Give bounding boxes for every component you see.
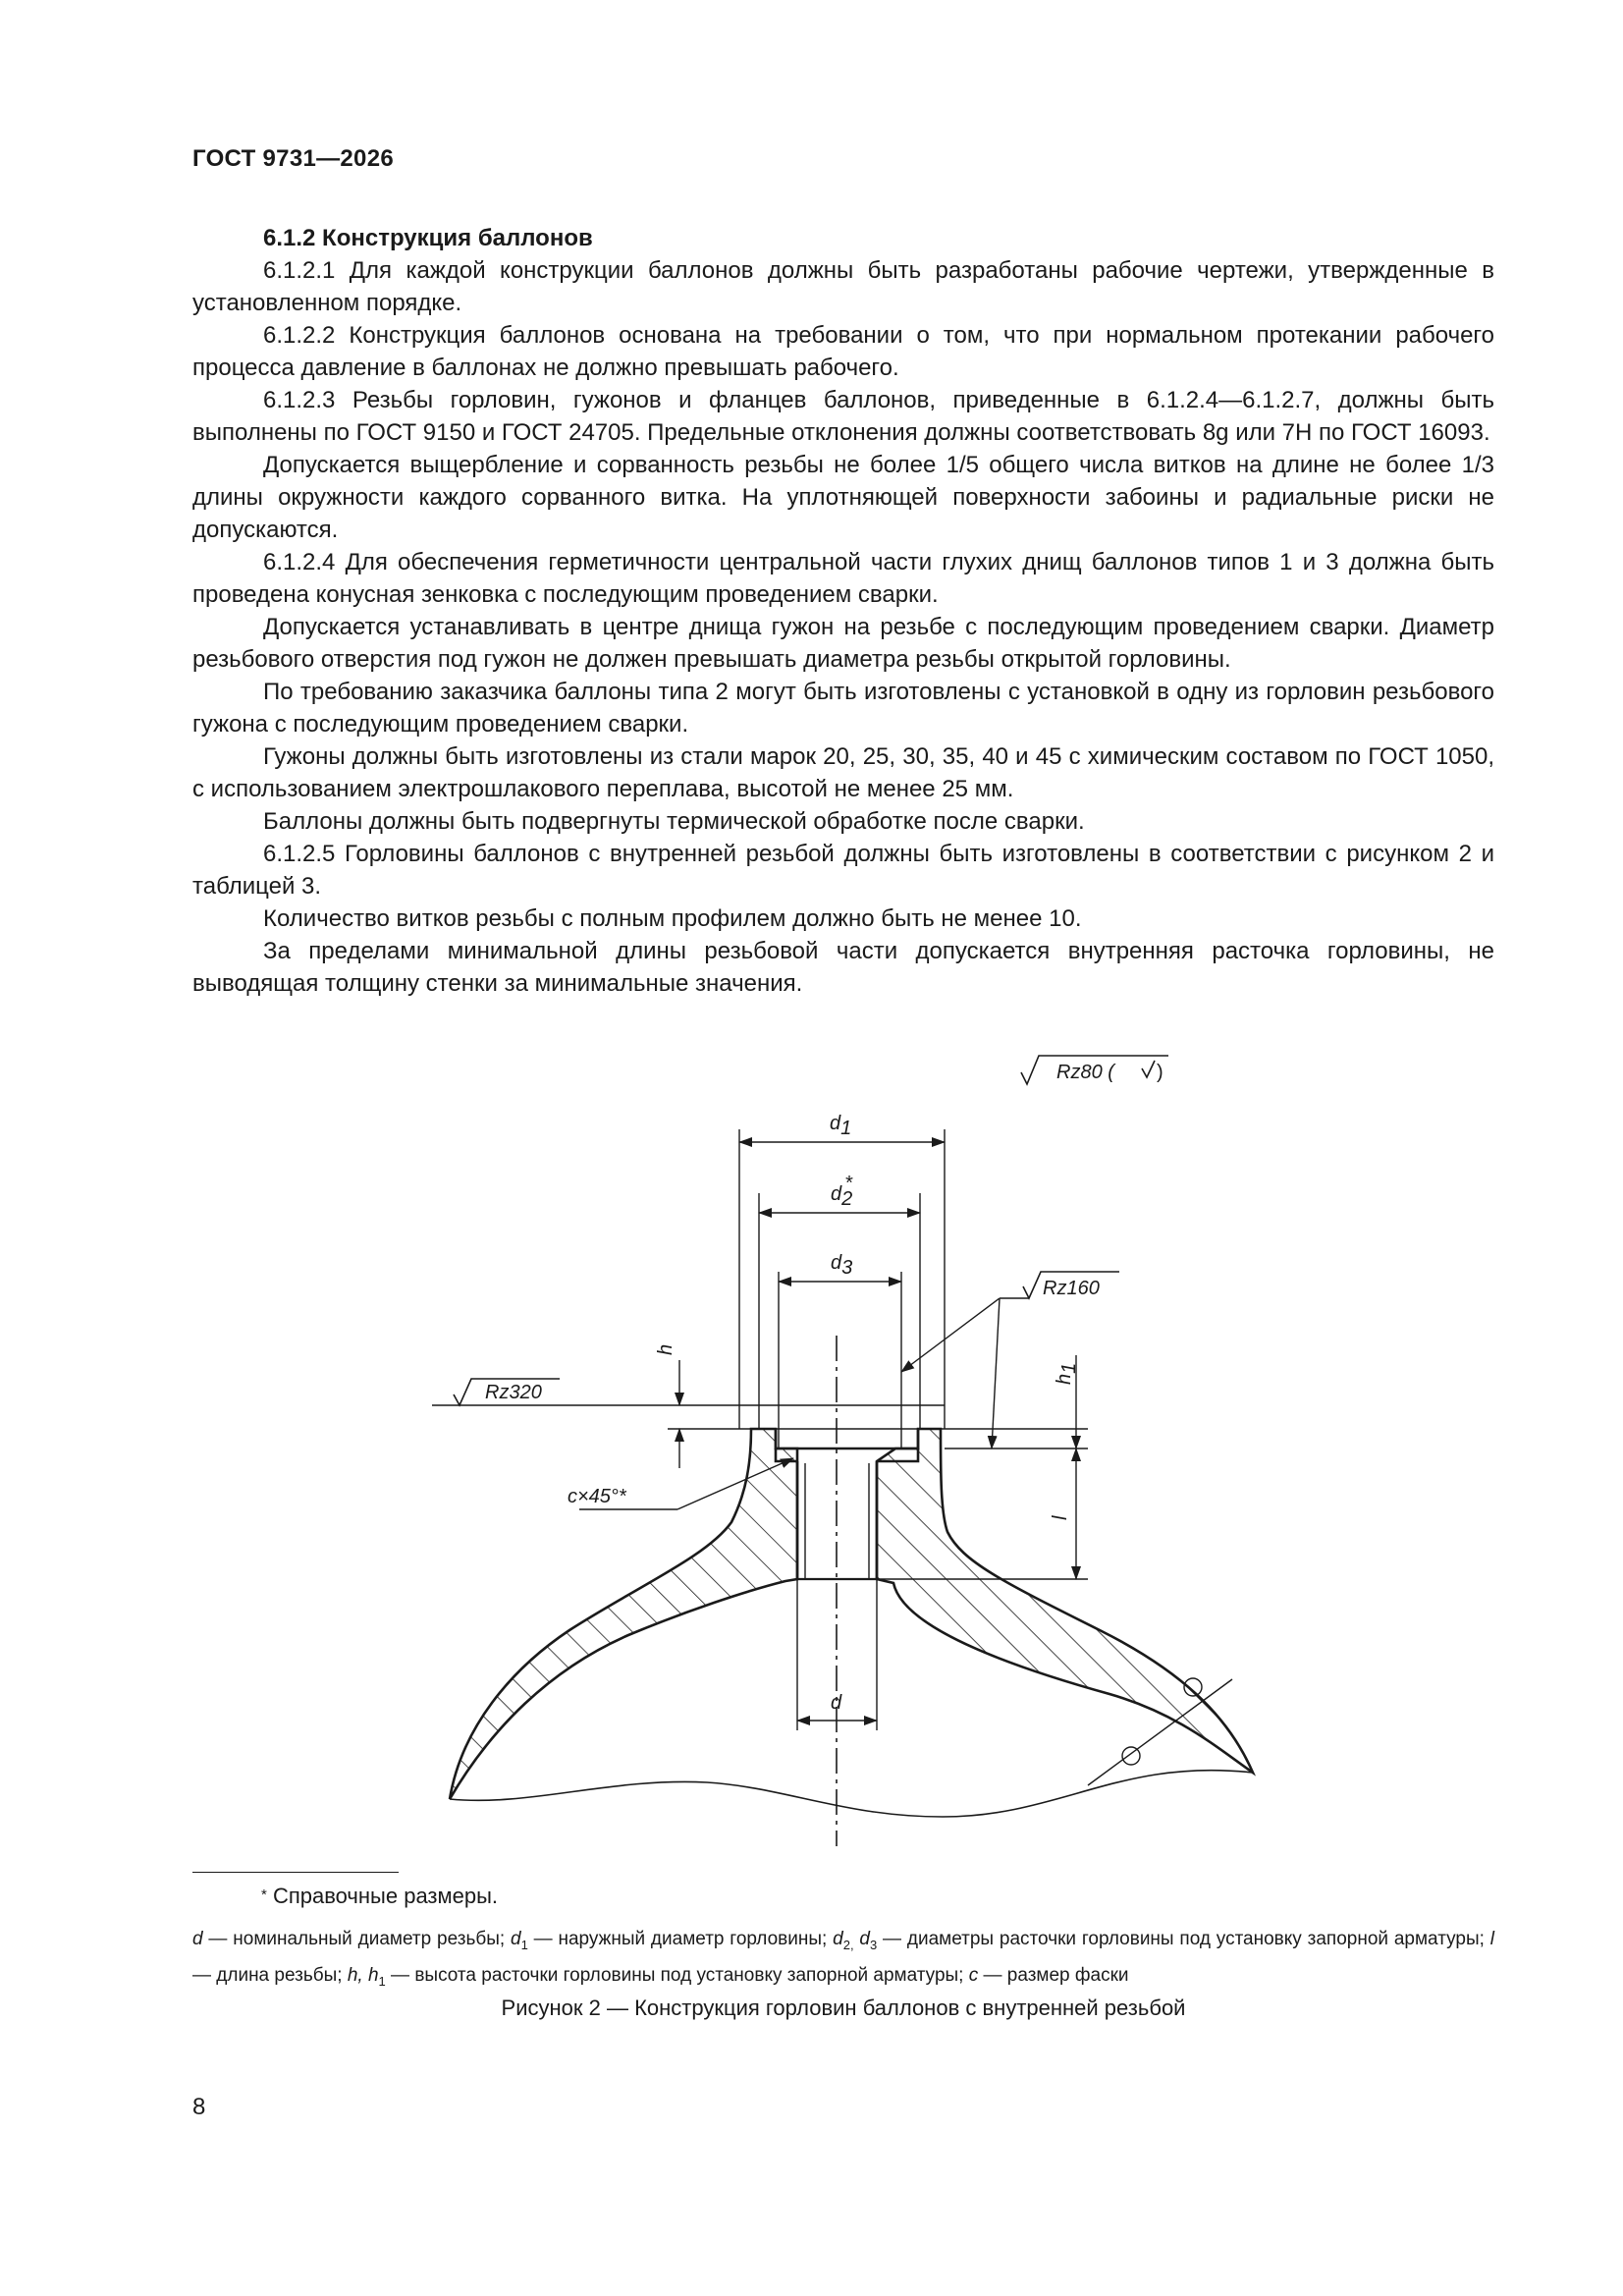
paragraph: Баллоны должны быть подвергнуты термической обработке после сварки. xyxy=(263,808,1085,835)
roughness-top-label: Rz160 xyxy=(1043,1278,1100,1299)
right-wall-section xyxy=(877,1429,1253,1773)
roughness-left-label: Rz320 xyxy=(485,1382,542,1403)
body-text xyxy=(192,222,1494,1000)
label-h1: h1 xyxy=(1054,1362,1080,1385)
footnote-rule xyxy=(192,1872,399,1873)
label-d3: d3 xyxy=(831,1252,853,1279)
break-line xyxy=(450,1771,1253,1817)
label-d1: d1 xyxy=(830,1113,852,1139)
paragraph: Гужоны должны быть изготовлены из стали марок 20, 25, 30, 35, 40 и 45 с химическим составом по ГОСТ 1050, с использованием электрошлакового переплава, высотой не менее 25 мм. xyxy=(192,743,1494,802)
paragraph: 6.1.2.4 Для обеспечения герметичности центральной части глухих днищ баллонов типов 1 и 3 должна быть проведена конусная зенковка с последующим проведением сварки. xyxy=(192,549,1494,608)
roughness-check-icon xyxy=(1142,1061,1155,1077)
paragraph: 6.1.2.3 Резьбы горловин, гужонов и фланцев баллонов, приведенные в 6.1.2.4—6.1.2.7, должны быть выполнены по ГОСТ 9150 и ГОСТ 24705. Предельные отклонения должны соответствовать 8g или 7H по ГОСТ 16093. xyxy=(192,387,1494,446)
document-header: ГОСТ 9731—2026 xyxy=(192,145,395,172)
svg-text:): ) xyxy=(1157,1062,1163,1083)
label-h: h xyxy=(655,1343,676,1355)
figure-caption: Рисунок 2 — Конструкция горловин баллонов с внутренней резьбой xyxy=(501,1995,1186,2020)
paragraph: 6.1.2.5 Горловины баллонов с внутренней резьбой должны быть изготовлены в соответствии с рисунком 2 и таблицей 3. xyxy=(192,841,1494,900)
left-wall-section xyxy=(450,1429,797,1799)
label-chamfer: c×45°* xyxy=(568,1486,626,1507)
paragraph: За пределами минимальной длины резьбовой части допускается внутренняя расточка горловины, не выводящая толщину стенки за минимальные значения. xyxy=(192,938,1494,997)
paragraph: 6.1.2.1 Для каждой конструкции баллонов должны быть разработаны рабочие чертежи, утвержденные в установленном порядке. xyxy=(192,257,1494,316)
paragraph: Допускается выщербление и сорванность резьбы не более 1/5 общего числа витков на длине не более 1/3 длины окружности каждого сорванного витка. На уплотняющей поверхности забоины и радиальные риски не допускаются. xyxy=(192,452,1494,543)
paragraph: Количество витков резьбы с полным профилем должно быть не менее 10. xyxy=(263,905,1082,932)
bore-outline xyxy=(776,1429,918,1449)
paragraph: По требованию заказчика баллоны типа 2 могут быть изготовлены с установкой в одну из горловин резьбового гужона с последующим проведением сварки. xyxy=(192,679,1494,738)
section-heading: 6.1.2 Конструкция баллонов xyxy=(263,225,593,251)
label-d2: d2* xyxy=(831,1173,853,1210)
paragraph: 6.1.2.2 Конструкция баллонов основана на требовании о том, что при нормальном протекании рабочего процесса давление в баллонах не должно превышать рабочего. xyxy=(192,322,1494,381)
label-d: d xyxy=(831,1692,842,1714)
neck-drawing-figure xyxy=(0,1036,1623,1861)
paragraph: Допускается устанавливать в центре днища гужон на резьбе с последующим проведением сварки. Диаметр резьбового отверстия под гужон не должен превышать диаметра резьбы открытой горловины. xyxy=(192,614,1494,673)
footnote: * Справочные размеры. xyxy=(261,1884,499,1908)
technical-drawing xyxy=(0,1036,1623,1861)
roughness-general-label: Rz80 ( xyxy=(1056,1062,1114,1083)
figure-legend: d — номинальный диаметр резьбы; $d_1$ — наружный диаметр горловины; $d_{2,}$ $d_3$ — диаметры расточки горловины под установку запорной арматуры; l — длина резьбы; h, $h_1$ — высота расточки горловины под установку запорной арматуры; c — размер фаски xyxy=(192,1929,1494,1989)
label-l: l xyxy=(1050,1515,1071,1520)
page-number: 8 xyxy=(192,2094,206,2120)
